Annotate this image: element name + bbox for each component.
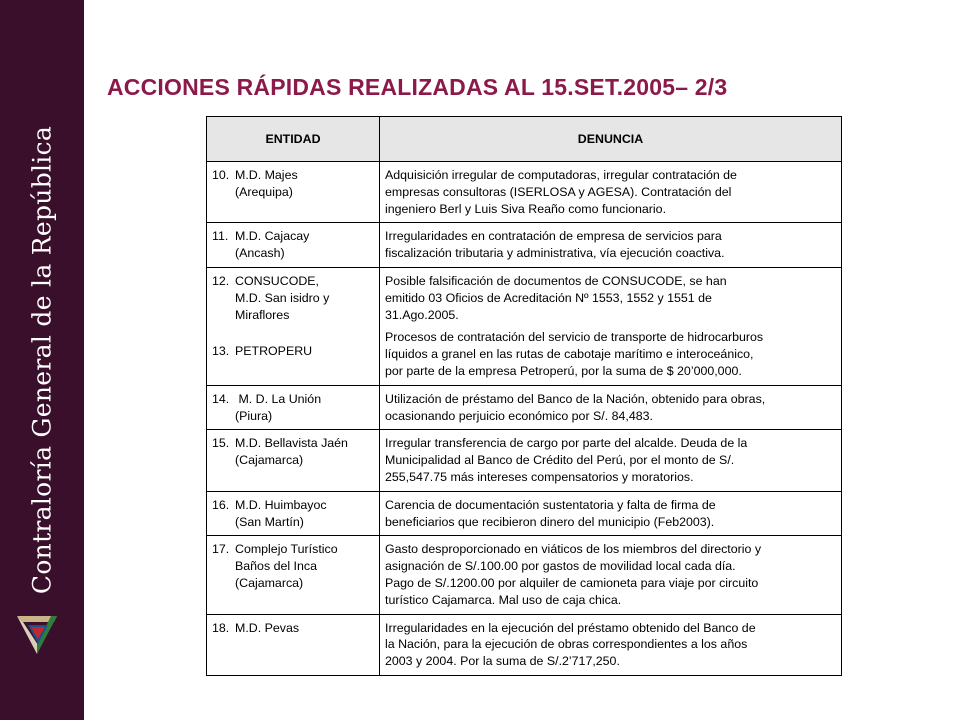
- entity-line: (Cajamarca): [235, 575, 304, 590]
- denuncia-line: Adquisición irregular de computadoras, irregular contratación de: [385, 168, 737, 182]
- denuncia-line: Posible falsificación de documentos de CONSUCODE, se han: [385, 273, 727, 288]
- denuncia-line: líquidos a granel en las rutas de cabotaje marítimo e interoceánico,: [385, 347, 754, 362]
- denuncia-line: Carencia de documentación sustentatoria y falta de firma de: [385, 497, 716, 512]
- contraloria-logo-icon: [14, 612, 60, 658]
- table-row: [207, 430, 842, 491]
- denuncia-cell: [380, 430, 842, 491]
- denuncia-line: fiscalización tributaria y administrativa, vía ejecución coactiva.: [385, 246, 725, 261]
- table-row: [207, 162, 842, 223]
- entity-cell: [207, 614, 380, 675]
- entity-line: [212, 273, 374, 290]
- entity-line: (San Martín): [235, 514, 304, 529]
- denuncia-line: Municipalidad al Banco de Crédito del Perú, por el monto de S/.: [385, 453, 735, 468]
- denuncia-cell: [380, 267, 842, 385]
- table-row: [207, 536, 842, 614]
- entity-number: 15.: [212, 436, 230, 451]
- table-row: [207, 267, 842, 385]
- denuncia-cell: [380, 385, 842, 430]
- denuncia-line: Utilización de préstamo del Banco de la Nación, obtenido para obras,: [385, 391, 766, 406]
- entity-line: (Ancash): [235, 246, 285, 261]
- denuncia-line: 2003 y 2004. Por la suma de S/.2’717,250.: [385, 654, 620, 669]
- denuncia-line: empresas consultoras (ISERLOSA y AGESA). Contratación del: [385, 184, 732, 199]
- denuncia-line: Pago de S/.1200.00 por alquiler de camioneta para viaje por circuito: [385, 575, 759, 590]
- denuncia-cell: [380, 162, 842, 223]
- denuncia-cell: [380, 491, 842, 536]
- denuncia-cell: [380, 536, 842, 614]
- column-header-denuncia: DENUNCIA: [380, 117, 842, 162]
- entity-cell: [207, 430, 380, 491]
- entity-cell: [207, 491, 380, 536]
- denuncia-line: Irregularidades en la ejecución del préstamo obtenido del Banco de: [385, 620, 756, 635]
- denuncia-line: la Nación, para la ejecución de obras correspondientes a los años: [385, 637, 748, 652]
- table-header-row: [207, 117, 842, 162]
- entity-number: 17.: [212, 542, 230, 557]
- spacer: [212, 323, 374, 343]
- entity-line: [212, 620, 374, 637]
- column-header-entidad: ENTIDAD: [207, 117, 380, 162]
- entity-line: [212, 497, 374, 514]
- denuncias-table: [206, 116, 842, 676]
- page-title: ACCIONES RÁPIDAS REALIZADAS AL 15.SET.2005– 2/3: [107, 74, 728, 100]
- denuncia-line: Procesos de contratación del servicio de transporte de hidrocarburos: [385, 330, 764, 345]
- sidebar-title: Contraloría General de la República: [27, 125, 57, 595]
- entity-name: M.D. Cajacay: [235, 229, 310, 244]
- denuncia-cell: [380, 223, 842, 268]
- entity-cell: [207, 385, 380, 430]
- entity-name: M. D. La Unión: [235, 391, 322, 406]
- denuncia-line: emitido 03 Oficios de Acreditación Nº 1553, 1552 y 1551 de: [385, 290, 712, 305]
- entity-line: [212, 541, 374, 558]
- denuncia-line: Irregularidades en contratación de empresa de servicios para: [385, 229, 722, 244]
- entity-line: [212, 435, 374, 452]
- entity-line: [212, 343, 374, 360]
- entity-cell: [207, 162, 380, 223]
- entity-name: M.D. Huimbayoc: [235, 497, 327, 512]
- table-row: [207, 223, 842, 268]
- entity-number: 13.: [212, 344, 230, 359]
- denuncia-line: ocasionando perjuicio económico por S/. 84,483.: [385, 408, 653, 423]
- entity-number: 12.: [212, 273, 230, 288]
- entity-line: M.D. San isidro y: [235, 290, 330, 305]
- denuncia-line: Irregular transferencia de cargo por parte del alcalde. Deuda de la: [385, 436, 748, 451]
- denuncia-line: 31.Ago.2005.: [385, 307, 459, 322]
- entity-line: [212, 228, 374, 245]
- entity-number: 14.: [212, 391, 230, 406]
- entity-number: 10.: [212, 168, 230, 182]
- entity-number: 18.: [212, 620, 230, 635]
- table-row: [207, 614, 842, 675]
- entity-name: M.D. Pevas: [235, 620, 300, 635]
- denuncia-line: ingeniero Berl y Luis Siva Reaño como funcionario.: [385, 201, 667, 216]
- denuncia-line: Gasto desproporcionado en viáticos de los miembros del directorio y: [385, 542, 762, 557]
- sidebar: [0, 0, 84, 720]
- entity-name: Complejo Turístico: [235, 542, 338, 557]
- entity-line: Miraflores: [235, 307, 290, 322]
- entity-name: PETROPERU: [235, 344, 313, 359]
- entity-line: [212, 391, 374, 408]
- denuncia-cell: [380, 614, 842, 675]
- table-row: [207, 491, 842, 536]
- entity-line: (Piura): [235, 408, 273, 423]
- denuncia-line: turístico Cajamarca. Mal uso de caja chica.: [385, 592, 622, 607]
- entity-line: (Arequipa): [235, 184, 293, 199]
- denuncia-line: por parte de la empresa Petroperú, por la suma de $ 20’000,000.: [385, 363, 742, 378]
- entity-cell: [207, 223, 380, 268]
- entity-line: Baños del Inca: [235, 559, 317, 574]
- entity-number: 11.: [212, 229, 229, 244]
- denuncia-line: 255,547.75 más intereses compensatorios y moratorios.: [385, 469, 694, 484]
- denuncia-line: asignación de S/.100.00 por gastos de movilidad local cada día.: [385, 559, 736, 574]
- entity-number: 16.: [212, 497, 230, 512]
- table-row: [207, 385, 842, 430]
- entity-cell: [207, 267, 380, 385]
- entity-name: CONSUCODE,: [235, 273, 319, 288]
- entity-line: [212, 167, 374, 184]
- entity-name: M.D. Majes: [235, 168, 298, 182]
- entity-cell: [207, 536, 380, 614]
- entity-name: M.D. Bellavista Jaén: [235, 436, 348, 451]
- entity-line: (Cajamarca): [235, 453, 304, 468]
- denuncia-line: beneficiarios que recibieron dinero del municipio (Feb2003).: [385, 514, 715, 529]
